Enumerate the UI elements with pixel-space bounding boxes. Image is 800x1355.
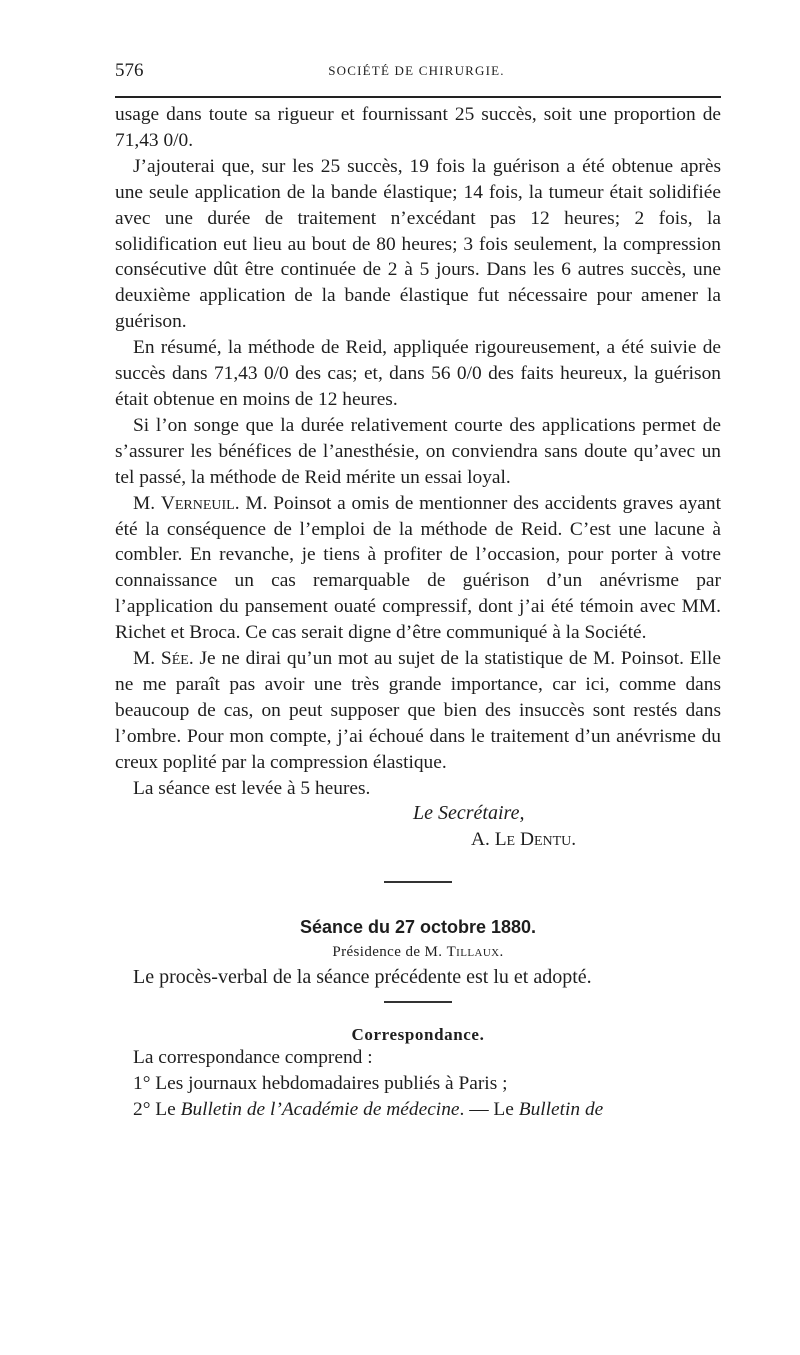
correspondance-intro: La correspondance comprend : bbox=[133, 1047, 373, 1069]
paragraph-verneuil bbox=[115, 491, 721, 646]
presidence-prefix: Présidence de M. bbox=[332, 944, 447, 961]
signature-surname: Le Dentu bbox=[494, 829, 572, 851]
correspondance-item-1: 1° Les journaux hebdomadaires publiés à Paris ; bbox=[133, 1073, 508, 1095]
running-title: SOCIÉTÉ DE CHIRURGIE. bbox=[328, 63, 505, 78]
presidence-line bbox=[115, 944, 721, 961]
speaker-name-verneuil: Verneuil bbox=[160, 492, 235, 514]
header-rule bbox=[115, 96, 721, 98]
paragraph-2: J’ajouterai que, sur les 25 succès, 19 fois la guérison a été obtenue après une seule application de la bande élastique; 14 fois, la tumeur était solidifiée avec une durée de traitement n’excédant pas 12 heures; 2 fois, la solidification eut lieu au bout de 80 heures; 3 fois seulement, la compression consécutive dût être continuée de 2 à 5 jours. Dans les 6 autres succès, une deuxième application de la bande élastique fut nécessaire pour amener la guérison. bbox=[115, 155, 721, 333]
paragraph-3: En résumé, la méthode de Reid, appliquée rigoureusement, a été suivie de succès dans 71,43 0/0 des cas; et, dans 56 0/0 des faits heureux, la guérison était obtenue en moins de 12 heures. bbox=[115, 337, 721, 410]
correspondance-heading: Correspondance. bbox=[351, 1025, 485, 1045]
page-header bbox=[115, 60, 718, 86]
section-divider bbox=[384, 881, 452, 883]
signature-title: Le Secrétaire, bbox=[413, 802, 525, 825]
speaker-prefix: M. bbox=[133, 492, 161, 514]
item2-title-1: Bulletin de l’Académie de médecine bbox=[180, 1099, 460, 1120]
speaker-name-see: Sée bbox=[160, 648, 189, 670]
section-divider-2 bbox=[384, 1001, 452, 1003]
presidence-period: . bbox=[499, 944, 504, 961]
see-text: . Je ne dirai qu’un mot au sujet de la statistique de M. Poinsot. Elle ne me paraît pas avoir une très grande importance, car ici, comme dans beaucoup de cas, on peut supposer que bien des insuccès sont restés dans l’ombre. Pour mon compte, j’ai échoué dans le traitement d’un anévrisme du creux poplité par la compression élastique. bbox=[115, 648, 722, 773]
correspondance-item-2 bbox=[115, 1097, 721, 1123]
correspondance-list bbox=[115, 1045, 721, 1123]
item2-title-2: Bulletin de bbox=[518, 1099, 604, 1120]
item2-prefix: 2° Le bbox=[133, 1099, 181, 1120]
signature-period: . bbox=[571, 829, 577, 851]
presidence-name: Tillaux bbox=[446, 944, 500, 961]
paragraph-1: usage dans toute sa rigueur et fournissant 25 succès, soit une proportion de 71,43 0/0. bbox=[115, 104, 721, 151]
signature-initial: A. bbox=[471, 829, 495, 851]
seance-heading: Séance du 27 octobre 1880. bbox=[299, 917, 537, 938]
paragraph-closing: La séance est levée à 5 heures. bbox=[133, 777, 371, 799]
item2-mid: . — Le bbox=[459, 1099, 519, 1120]
verneuil-text: . M. Poinsot a omis de mentionner des accidents graves ayant été la conséquence de l’emploi de la méthode de Reid. C’est une lacune à combler. En revanche, je tiens à profiter de l’occasion, pour porter à votre connaissance un cas remarquable de guérison d’un anévrisme par l’application du pansement ouaté compressif, dont j’ai été témoin avec MM. Richet et Broca. Ce cas serait digne d’être communiqué à la Société. bbox=[115, 492, 721, 644]
signature-name bbox=[115, 827, 721, 853]
paragraph-see bbox=[115, 646, 721, 776]
page-number: 576 bbox=[115, 60, 144, 81]
speaker-prefix: M. bbox=[133, 648, 161, 670]
page-body bbox=[115, 102, 721, 1123]
proces-verbal-line: Le procès-verbal de la séance précédente est lu et adopté. bbox=[133, 966, 592, 989]
paragraph-4: Si l’on songe que la durée relativement courte des applications permet de s’assurer les bénéfices de l’anesthésie, on conviendra sans doute qu’avec un tel passé, la méthode de Reid mérite un essai loyal. bbox=[115, 414, 721, 488]
